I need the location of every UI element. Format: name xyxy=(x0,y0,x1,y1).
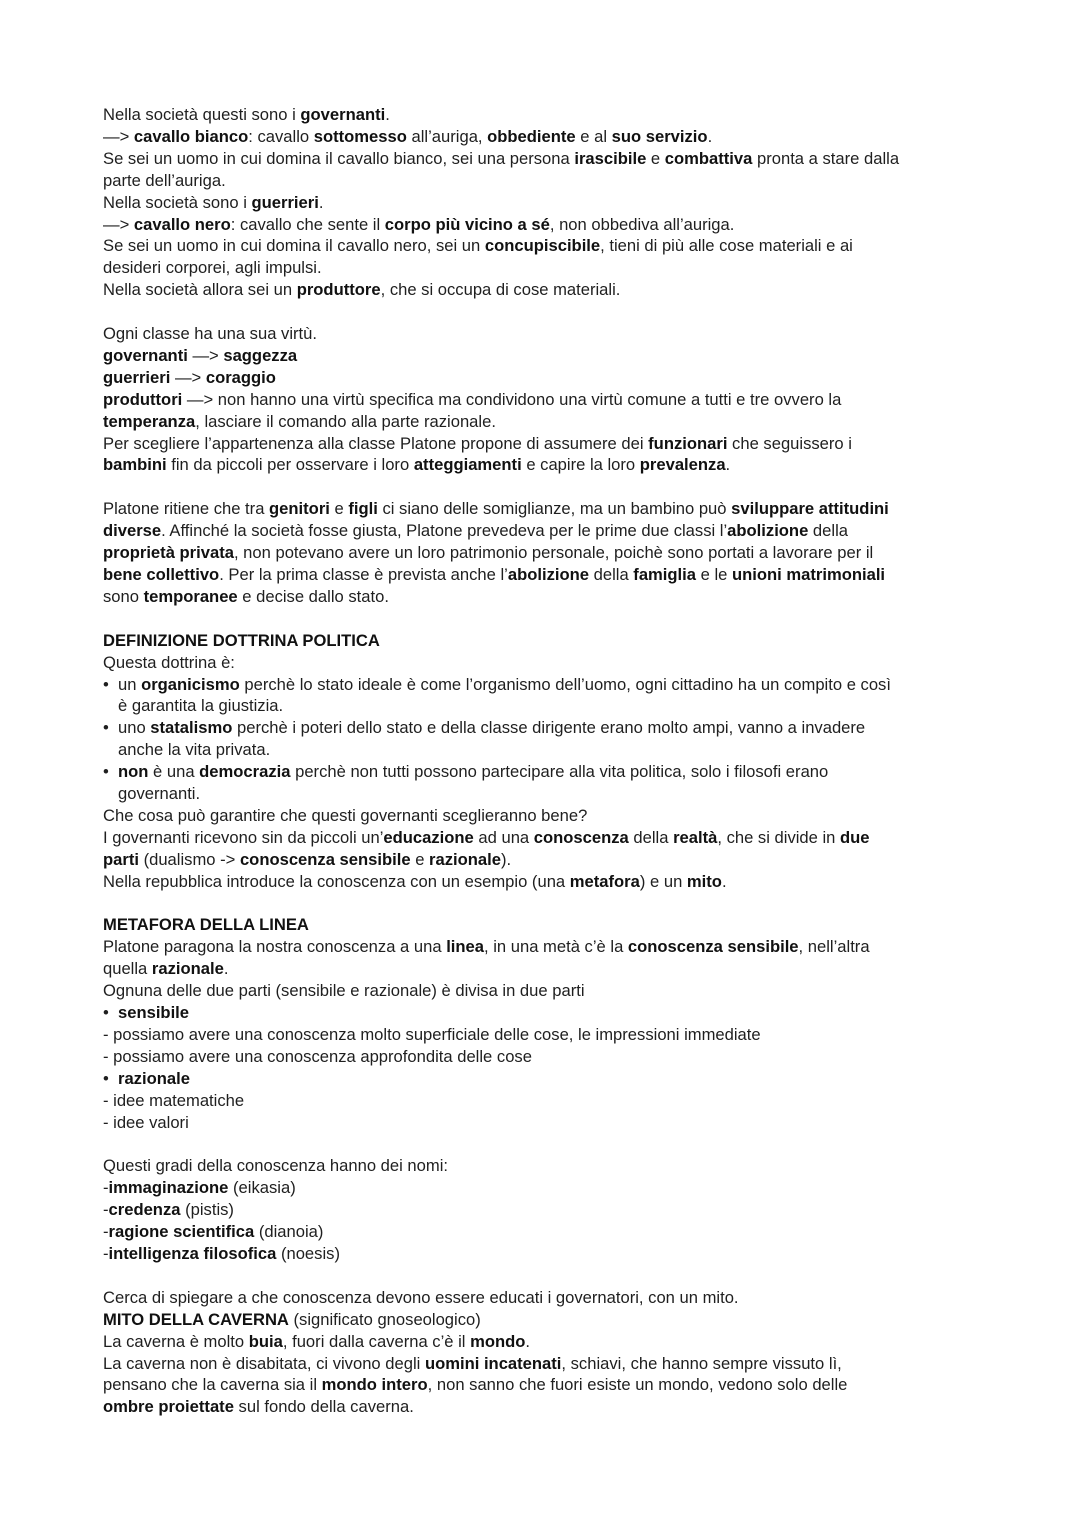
bold-text: organicismo xyxy=(141,674,240,694)
text-run: . xyxy=(725,455,731,475)
text-line xyxy=(103,192,1003,214)
bold-text: conoscenza sensibile xyxy=(239,849,411,869)
text-run: della xyxy=(589,565,634,584)
text-run: , tieni di più alle cose materiali e ai xyxy=(600,236,853,256)
bold-text: razionale xyxy=(151,959,224,979)
text-line xyxy=(103,695,1003,717)
text-run: ci siano delle somiglianze, ma un bambino può xyxy=(377,499,732,519)
bold-text: credenza xyxy=(108,1200,181,1220)
text-run: ) e un xyxy=(639,871,687,891)
text-run: (dianoia) xyxy=(254,1222,324,1242)
bold-text: proprietà privata xyxy=(103,543,234,563)
text-line xyxy=(103,1177,1003,1199)
text-line xyxy=(103,1309,1003,1331)
bold-text: mito xyxy=(686,871,722,891)
text-line xyxy=(103,126,1003,148)
text-line xyxy=(103,739,1003,761)
bold-text: linea xyxy=(446,937,485,957)
text-run: , nell’altra xyxy=(798,937,870,957)
text-line xyxy=(103,630,1003,652)
text-run: (significato gnoseologico) xyxy=(288,1309,481,1329)
text-run: Ogni classe ha una sua virtù. xyxy=(103,324,317,344)
text-line xyxy=(103,1112,1003,1134)
bold-text: temperanza xyxy=(103,411,196,431)
text-run: (noesis) xyxy=(276,1244,340,1264)
text-run: pronta a stare dalla xyxy=(752,148,900,168)
text-run: , fuori dalla caverna c’è il xyxy=(282,1331,471,1351)
text-run: perchè non tutti possono partecipare alla vita politica, solo i filosofi erano xyxy=(290,762,829,782)
text-run: , che si divide in xyxy=(717,827,841,847)
text-run: sono xyxy=(103,586,144,606)
text-line xyxy=(103,805,1003,827)
bold-text: governanti xyxy=(300,105,386,124)
text-line xyxy=(103,1155,1003,1177)
text-run: fin da piccoli per osservare i loro xyxy=(166,455,414,475)
bold-text: diverse xyxy=(103,521,162,541)
text-run: e xyxy=(410,849,430,869)
text-run: - xyxy=(103,1222,109,1242)
bold-text: corpo più vicino a sé xyxy=(384,214,550,234)
bold-text: atteggiamenti xyxy=(413,455,522,475)
document-page xyxy=(103,104,1003,1418)
bold-text: metafora xyxy=(569,871,640,891)
bold-text: mondo intero xyxy=(321,1375,428,1395)
text-run: della xyxy=(628,827,674,847)
text-run: un xyxy=(118,674,142,694)
text-run: quella xyxy=(103,959,152,979)
text-run: . xyxy=(223,959,229,979)
text-line xyxy=(103,1287,1003,1309)
text-line xyxy=(103,1024,1003,1046)
bullet-line xyxy=(103,761,1003,783)
text-run: Nella società questi sono i xyxy=(103,105,301,124)
paragraph-gap xyxy=(103,1134,1003,1156)
bold-text: cavallo bianco xyxy=(133,126,249,146)
text-run: governanti. xyxy=(118,784,201,804)
bold-text: suo servizio xyxy=(611,126,708,146)
text-run: —> xyxy=(103,126,134,146)
text-run: Nella società allora sei un xyxy=(103,280,297,300)
text-run: Che cosa può garantire che questi governanti sceglieranno bene? xyxy=(103,805,588,825)
text-run: Questa dottrina è: xyxy=(103,652,235,672)
text-run: : cavallo che sente il xyxy=(230,214,385,234)
text-run: perchè lo stato ideale è come l’organismo dell’uomo, ogni cittadino ha un compito e così xyxy=(239,674,891,694)
text-run: - possiamo avere una conoscenza approfondita delle cose xyxy=(103,1046,532,1066)
text-run: . Affinché la società fosse giusta, Platone prevedeva per le prime due classi l’ xyxy=(161,521,728,541)
text-run: , non potevano avere un loro patrimonio personale, poichè sono portati a lavorare per il xyxy=(233,543,874,563)
bold-text: unioni matrimoniali xyxy=(732,565,886,584)
text-run: . xyxy=(525,1331,531,1351)
text-line xyxy=(103,279,1003,301)
text-line xyxy=(103,411,1003,433)
text-line xyxy=(103,783,1003,805)
paragraph-gap xyxy=(103,476,1003,498)
bullet-line xyxy=(103,674,1003,696)
text-line xyxy=(103,958,1003,980)
text-run: —> xyxy=(187,345,224,365)
text-line xyxy=(103,257,1003,279)
bold-text: sviluppare attitudini xyxy=(731,499,889,519)
text-line xyxy=(103,1199,1003,1221)
text-run: ad una xyxy=(473,827,534,847)
text-run: , non obbediva all’auriga. xyxy=(549,214,735,234)
text-line xyxy=(103,498,1003,520)
paragraph-gap xyxy=(103,301,1003,323)
text-line xyxy=(103,871,1003,893)
bold-text: temporanee xyxy=(143,586,238,606)
text-run: perchè i poteri dello stato e della classe dirigente erano molto ampi, vanno a invadere xyxy=(232,718,866,738)
text-run: Ognuna delle due parti (sensibile e razionale) è divisa in due parti xyxy=(103,981,585,1001)
bold-text: METAFORA DELLA LINEA xyxy=(103,915,309,935)
bold-text: mondo xyxy=(470,1331,526,1351)
bold-text: irascibile xyxy=(574,148,647,168)
bold-text: conoscenza xyxy=(533,827,629,847)
text-run: - xyxy=(103,1200,109,1220)
text-run: : cavallo xyxy=(248,126,314,146)
text-line xyxy=(103,148,1003,170)
bold-text: famiglia xyxy=(633,565,697,584)
text-run: e xyxy=(329,499,349,519)
text-line xyxy=(103,1243,1003,1265)
text-run: Questi gradi della conoscenza hanno dei nomi: xyxy=(103,1156,449,1176)
text-line xyxy=(103,1090,1003,1112)
text-line xyxy=(103,564,1003,586)
text-run: (pistis) xyxy=(180,1200,234,1220)
text-line xyxy=(103,1353,1003,1375)
text-run: parte dell’auriga. xyxy=(103,170,226,190)
text-run: (eikasia) xyxy=(228,1178,296,1198)
bold-text: educazione xyxy=(383,827,474,847)
paragraph-gap xyxy=(103,893,1003,915)
text-line xyxy=(103,1046,1003,1068)
bold-text: sensibile xyxy=(118,1003,190,1023)
text-run: della xyxy=(808,521,848,541)
text-run: sul fondo della caverna. xyxy=(233,1397,414,1417)
bold-text: prevalenza xyxy=(639,455,726,475)
text-line xyxy=(103,235,1003,257)
bullet-icon: • xyxy=(103,674,109,694)
text-line xyxy=(103,542,1003,564)
bullet-line xyxy=(103,717,1003,739)
text-run: e al xyxy=(575,126,612,146)
text-run: —> xyxy=(170,367,206,387)
text-line xyxy=(103,849,1003,871)
text-line xyxy=(103,433,1003,455)
text-run: Se sei un uomo in cui domina il cavallo nero, sei un xyxy=(103,236,485,256)
bold-text: saggezza xyxy=(223,345,298,365)
bold-text: ombre proiettate xyxy=(103,1397,234,1417)
text-line xyxy=(103,520,1003,542)
text-run: Platone ritiene che tra xyxy=(103,499,270,519)
text-line xyxy=(103,1221,1003,1243)
text-run: è una xyxy=(148,762,200,782)
text-run: Platone paragona la nostra conoscenza a una xyxy=(103,937,447,957)
text-line xyxy=(103,345,1003,367)
bold-text: statalismo xyxy=(150,718,233,738)
bold-text: bambini xyxy=(103,455,167,475)
text-run: Nella società sono i xyxy=(103,192,252,212)
text-line xyxy=(103,1374,1003,1396)
text-run: e xyxy=(646,148,665,168)
bold-text: non xyxy=(118,762,149,782)
text-run: - idee matematiche xyxy=(103,1090,245,1110)
text-run: - idee valori xyxy=(103,1112,189,1132)
text-line xyxy=(103,367,1003,389)
text-line xyxy=(103,323,1003,345)
bullet-icon: • xyxy=(103,718,109,738)
bold-text: coraggio xyxy=(205,367,276,387)
text-line xyxy=(103,214,1003,236)
text-line xyxy=(103,980,1003,1002)
text-run: Nella repubblica introduce la conoscenza con un esempio (una xyxy=(103,871,570,891)
text-line xyxy=(103,454,1003,476)
paragraph-gap xyxy=(103,1265,1003,1287)
bold-text: produttori xyxy=(103,389,183,409)
text-run: - xyxy=(103,1178,109,1198)
text-run: e le xyxy=(696,565,732,584)
bold-text: figli xyxy=(348,499,378,519)
text-line xyxy=(103,936,1003,958)
bullet-icon: • xyxy=(103,1068,109,1088)
bold-text: conoscenza sensibile xyxy=(627,937,799,957)
bold-text: intelligenza filosofica xyxy=(108,1244,277,1264)
bold-text: guerrieri xyxy=(251,192,319,212)
text-run: Se sei un uomo in cui domina il cavallo bianco, sei una persona xyxy=(103,148,575,168)
bold-text: governanti xyxy=(103,345,188,365)
text-run: desideri corporei, agli impulsi. xyxy=(103,258,322,278)
bullet-icon: • xyxy=(103,1003,109,1023)
bold-text: abolizione xyxy=(507,565,590,584)
text-run: —> xyxy=(103,214,134,234)
bold-text: buia xyxy=(248,1331,283,1351)
bold-text: cavallo nero xyxy=(133,214,231,234)
bold-text: DEFINIZIONE DOTTRINA POLITICA xyxy=(103,630,380,650)
text-run: , lasciare il comando alla parte razionale. xyxy=(195,411,496,431)
text-run: all’auriga, xyxy=(406,126,488,146)
text-run: ). xyxy=(500,849,512,869)
bold-text: MITO DELLA CAVERNA xyxy=(103,1309,289,1329)
text-run: - possiamo avere una conoscenza molto superficiale delle cose, le impressioni immediate xyxy=(103,1025,761,1044)
text-run: . xyxy=(721,871,727,891)
bold-text: ragione scientifica xyxy=(108,1222,255,1242)
text-run: Per scegliere l’appartenenza alla classe Platone propone di assumere dei xyxy=(103,433,649,453)
text-line xyxy=(103,104,1003,126)
text-line xyxy=(103,170,1003,192)
text-run: Cerca di spiegare a che conoscenza devono essere educati i governatori, con un mito. xyxy=(103,1287,739,1307)
text-line xyxy=(103,827,1003,849)
bullet-line xyxy=(103,1002,1003,1024)
text-run: , non sanno che fuori esiste un mondo, vedono solo delle xyxy=(427,1375,848,1395)
text-line xyxy=(103,914,1003,936)
text-run: . xyxy=(707,126,713,146)
bold-text: razionale xyxy=(118,1068,190,1088)
text-run: —> non hanno una virtù specifica ma condividono una virtù comune a tutti e tre ovvero la xyxy=(182,389,842,409)
bold-text: razionale xyxy=(429,849,501,869)
bold-text: uomini incatenati xyxy=(424,1353,562,1373)
text-run: . xyxy=(385,105,390,124)
bold-text: bene collettivo xyxy=(103,565,220,584)
bold-text: concupiscibile xyxy=(484,236,601,256)
text-run: uno xyxy=(118,718,151,738)
bold-text: genitori xyxy=(269,499,330,519)
text-run: I governanti ricevono sin da piccoli un’ xyxy=(103,827,384,847)
bold-text: realtà xyxy=(673,827,718,847)
text-line xyxy=(103,389,1003,411)
text-run: e capire la loro xyxy=(521,455,640,475)
text-run: La caverna è molto xyxy=(103,1331,249,1351)
text-line xyxy=(103,1331,1003,1353)
text-run: (dualismo -> xyxy=(138,849,240,869)
bold-text: due xyxy=(840,827,870,847)
text-run: è garantita la giustizia. xyxy=(118,696,284,716)
bullet-icon: • xyxy=(103,762,109,782)
text-run: . xyxy=(318,192,324,212)
text-line xyxy=(103,652,1003,674)
text-line xyxy=(103,1396,1003,1418)
bold-text: sottomesso xyxy=(313,126,407,146)
bold-text: immaginazione xyxy=(108,1178,229,1198)
text-run: , in una metà c’è la xyxy=(484,937,628,957)
bold-text: combattiva xyxy=(664,148,753,168)
bold-text: obbediente xyxy=(487,126,576,146)
bold-text: guerrieri xyxy=(103,367,171,387)
text-run: La caverna non è disabitata, ci vivono degli xyxy=(103,1353,425,1373)
bold-text: parti xyxy=(103,849,139,869)
bold-text: funzionari xyxy=(648,433,728,453)
paragraph-gap xyxy=(103,608,1003,630)
bold-text: abolizione xyxy=(727,521,809,541)
bold-text: produttore xyxy=(296,280,381,300)
text-run: , schiavi, che hanno sempre vissuto lì, xyxy=(561,1353,842,1373)
text-run: pensano che la caverna sia il xyxy=(103,1375,322,1395)
text-run: - xyxy=(103,1244,109,1264)
text-run: . Per la prima classe è prevista anche l’ xyxy=(219,565,508,584)
bold-text: democrazia xyxy=(199,762,291,782)
text-run: e decise dallo stato. xyxy=(237,586,389,606)
text-line xyxy=(103,586,1003,608)
text-run: anche la vita privata. xyxy=(118,740,271,760)
bullet-line xyxy=(103,1068,1003,1090)
text-run: che seguissero i xyxy=(727,433,852,453)
text-run: , che si occupa di cose materiali. xyxy=(380,280,621,300)
